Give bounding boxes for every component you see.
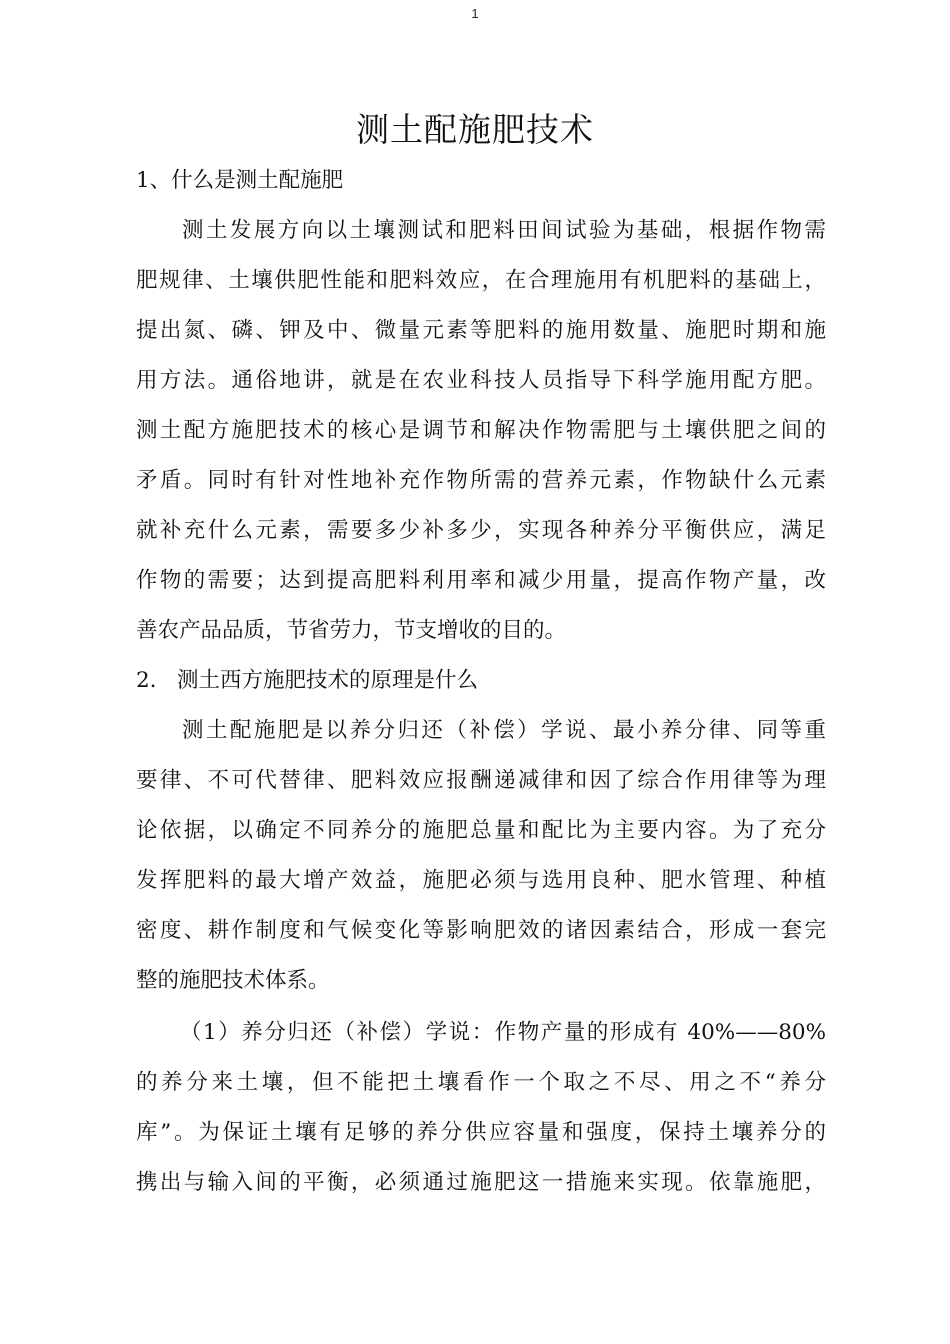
paragraph-line: 肥规律、土壤供肥性能和肥料效应，在合理施用有机肥料的基础上， [136,268,826,293]
paragraph-line: 测土配施肥是以养分归还（补偿）学说、最小养分律、同等重 [182,718,826,743]
paragraph-line: 库”。为保证土壤有足够的养分供应容量和强度，保持土壤养分的 [136,1120,826,1145]
section-heading-1: 1、什么是测土配施肥 [136,168,344,193]
section-heading-2: 2. 测土西方施肥技术的原理是什么 [136,668,479,693]
document-title: 测土配施肥技术 [356,110,594,149]
paragraph-line: 矛盾。同时有针对性地补充作物所需的营养元素，作物缺什么元素 [136,468,826,493]
paragraph-line: 就补充什么元素，需要多少补多少，实现各种养分平衡供应，满足 [136,518,826,543]
paragraph-line: 测土配方施肥技术的核心是调节和解决作物需肥与土壤供肥之间的 [136,418,826,443]
paragraph-line: 作物的需要；达到提高肥料利用率和减少用量，提高作物产量，改 [136,568,826,593]
document-body [136,156,826,1208]
paragraph-line: 密度、耕作制度和气候变化等影响肥效的诸因素结合，形成一套完 [136,918,826,943]
paragraph-line: 的养分来土壤，但不能把土壤看作一个取之不尽、用之不“养分 [136,1070,826,1095]
paragraph-line: 善农产品品质，节省劳力，节支增收的目的。 [136,618,567,643]
paragraph-line: 论依据，以确定不同养分的施肥总量和配比为主要内容。为了充分 [136,818,826,843]
paragraph-line: 提出氮、磷、钾及中、微量元素等肥料的施用数量、施肥时期和施 [136,318,826,343]
paragraph-line: 用方法。通俗地讲，就是在农业科技人员指导下科学施用配方肥。 [136,368,826,393]
paragraph-line: （1）养分归还（补偿）学说：作物产量的形成有 40%——80% [180,1020,826,1045]
paragraph-line: 发挥肥料的最大增产效益，施肥必须与选用良种、肥水管理、种植 [136,868,826,893]
page-number: 1 [471,6,479,21]
paragraph-line: 要律、不可代替律、肥料效应报酬递减律和因了综合作用律等为理 [136,768,826,793]
paragraph-line: 携出与输入间的平衡，必须通过施肥这一措施来实现。依靠施肥， [136,1170,826,1195]
paragraph-line: 测土发展方向以土壤测试和肥料田间试验为基础，根据作物需 [182,218,826,243]
paragraph-line: 整的施肥技术体系。 [136,968,330,993]
